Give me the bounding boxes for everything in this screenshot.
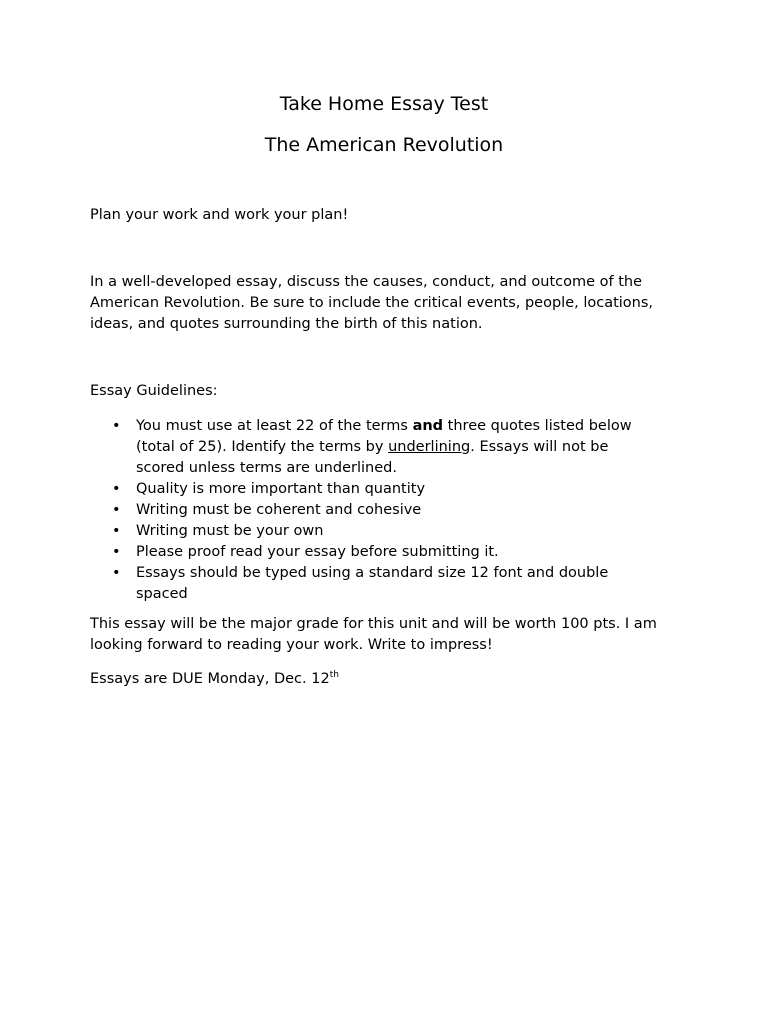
guideline-terms-underlined: underlining [388,439,471,455]
document-title: Take Home Essay Test [279,93,489,115]
guideline-item-typed: • Essays should be typed using a standard size 12 font and double spaced [90,563,650,605]
grade-note-paragraph: This essay will be the major grade for this unit and will be worth 100 pts. I am looking forward to reading your work. Write to impress! [90,616,657,653]
guideline-terms-part3: . Essays will not be scored unless terms are underlined. [136,439,609,476]
guidelines-list [90,416,650,605]
due-date-suffix: th [329,670,339,681]
guideline-terms-part1: You must use at least 22 of the terms [136,418,413,434]
guideline-item-own: • Writing must be your own [90,521,650,542]
motto-text: Plan your work and work your plan! [90,207,349,223]
guidelines-heading: Essay Guidelines: [90,383,218,399]
intro-paragraph: In a well-developed essay, discuss the causes, conduct, and outcome of the American Revolution. Be sure to include the critical events, people, locations, ideas, and quotes surrounding the birth of this nation. [90,274,654,332]
due-date-line [90,669,690,690]
due-date-text: Essays are DUE Monday, Dec. 12 [90,671,330,687]
guideline-terms-part2: three quotes listed below (total of 25). Identify the terms by [136,418,632,455]
guideline-item-terms [90,416,650,479]
document-subtitle: The American Revolution [264,134,504,156]
guideline-terms-bold: and [412,418,444,434]
guideline-item-proofread: • Please proof read your essay before submitting it. [90,542,650,563]
guideline-item-quality: • Quality is more important than quantity [90,479,650,500]
guideline-item-coherent: • Writing must be coherent and cohesive [90,500,650,521]
